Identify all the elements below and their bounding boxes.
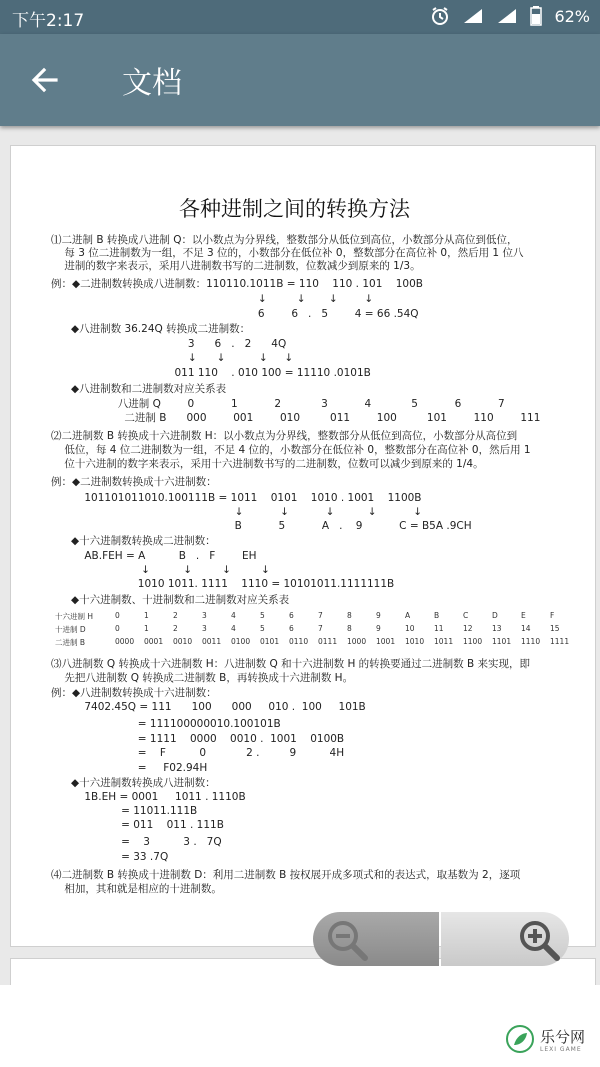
document-line: ⑵二进制数 B 转换成十六进制数 H：以小数点为分界线，整数部分从低位到高位，小数部分从高位到 [51, 430, 518, 442]
zoom-out-icon [323, 916, 373, 966]
table-cell: 1000 [347, 637, 367, 646]
document-line: ↓ ↓ ↓ ↓ [51, 564, 270, 576]
document-line: 先把八进制数 Q 转换成二进制数 B，再转换成十六进制数 H。 [51, 672, 354, 684]
document-line: 进制的数字来表示，采用八进制数书写的二进制数，位数减少到原来的 1/3。 [51, 260, 421, 272]
table-cell: 9 [376, 624, 381, 633]
document-line: = 011 011 . 111B [51, 819, 224, 831]
table-cell: 15 [550, 624, 560, 633]
leaf-logo-icon [505, 1024, 535, 1054]
signal-icon [496, 7, 518, 25]
document-line: = 1111 0000 0010 . 1001 0100B [51, 733, 345, 745]
document-line: 3 6 . 2 4Q [51, 338, 287, 350]
back-button[interactable] [26, 62, 66, 98]
table-cell: 7 [318, 624, 323, 633]
table-row-label: 十六进制 H [55, 612, 94, 621]
document-line: ↓ ↓ ↓ ↓ ↓ [51, 506, 423, 518]
table-cell: 13 [492, 624, 502, 633]
watermark-sub: LEXI GAME [540, 1046, 582, 1053]
document-line: 相加，其和就是相应的十进制数。 [51, 883, 222, 895]
table-cell: 10 [405, 624, 415, 633]
document-line: 例：◆八进制数转换成十六进制数： [51, 687, 217, 699]
table-cell: 0 [115, 624, 120, 633]
document-line: AB.FEH = A B . F EH [51, 550, 257, 562]
document-line: ⑴二进制 B 转换成八进制 Q：以小数点为分界线，整数部分从低位到高位，小数部分从高位到低位， [51, 234, 518, 246]
table-cell: 0110 [289, 637, 309, 646]
zoom-controls [313, 912, 569, 966]
table-cell: 1 [144, 611, 149, 620]
document-line: 例：◆二进制数转换成十六进制数： [51, 476, 217, 488]
table-cell: 11 [434, 624, 444, 633]
table-cell: 2 [173, 611, 178, 620]
table-cell: 0100 [231, 637, 251, 646]
table-cell: 0111 [318, 637, 338, 646]
document-line: 二进制 B 000 001 010 011 100 101 110 111 [51, 412, 541, 424]
document-line: ◆十六进制数转换成二进制数： [51, 535, 216, 547]
table-cell: 0101 [260, 637, 280, 646]
document-line: = 33 .7Q [51, 851, 169, 863]
document-line: ↓ ↓ ↓ ↓ [51, 293, 374, 305]
table-cell: 1001 [376, 637, 396, 646]
table-cell: 0000 [115, 637, 135, 646]
table-cell: 3 [202, 624, 207, 633]
table-cell: 6 [289, 624, 294, 633]
document-line: = 111100000010.100101B [51, 718, 281, 730]
app-bar [0, 34, 600, 126]
table-cell: 1 [144, 624, 149, 633]
document-line: 6 6 . 5 4 = 66 .54Q [51, 308, 419, 320]
zoom-in-button[interactable] [441, 912, 569, 966]
document-line: 7402.45Q = 111 100 000 010 . 100 101B [51, 701, 366, 713]
zoom-out-button[interactable] [313, 912, 439, 966]
table-cell: 12 [463, 624, 473, 633]
table-cell: 2 [173, 624, 178, 633]
document-line: ↓ ↓ ↓ ↓ [51, 352, 294, 364]
document-line: = 11011.111B [51, 805, 198, 817]
table-cell: 1110 [521, 637, 541, 646]
table-cell: 4 [231, 624, 236, 633]
table-row-label: 十进制 D [55, 625, 86, 634]
document-line: 低位，每 4 位二进制数为一组，不足 4 位的，小数部分在低位补 0，整数部分在高位补 0，然后用 1 [51, 444, 531, 456]
table-cell: 8 [347, 624, 352, 633]
table-cell: 14 [521, 624, 531, 633]
document-line: B 5 A . 9 C = B5A .9CH [51, 520, 472, 532]
document-line: ◆八进制数 36.24Q 转换成二进制数： [51, 323, 251, 335]
battery-icon [530, 6, 542, 26]
table-cell: D [492, 611, 498, 620]
table-cell: 0001 [144, 637, 164, 646]
document-line: = F02.94H [51, 762, 208, 774]
hex-dec-bin-table [55, 611, 585, 651]
table-cell: 0011 [202, 637, 222, 646]
document-line: ◆十六进制数转换成八进制数： [51, 777, 216, 789]
document-line: 101101011010.100111B = 1011 0101 1010 . 1001 1100B [51, 492, 422, 504]
table-cell: 4 [231, 611, 236, 620]
table-cell: 3 [202, 611, 207, 620]
arrow-left-icon [26, 62, 66, 98]
document-line: 1B.EH = 0001 1011 . 1110B [51, 791, 246, 803]
table-row-label: 二进制 B [55, 638, 86, 647]
table-cell: 1101 [492, 637, 512, 646]
document-heading: 各种进制之间的转换方法 [179, 197, 410, 221]
table-cell: 1111 [550, 637, 570, 646]
document-line: ⑶八进制数 Q 转换成十六进制数 H：八进制数 Q 和十六进制数 H 的转换要通过二进制数 B 来实现，即 [51, 658, 531, 670]
page-title: 文档 [122, 66, 182, 101]
alarm-icon [430, 6, 450, 26]
document-line: ⑷二进制数 B 转换成十进制数 D：利用二进制数 B 按权展开成多项式和的表达式，取基数为 2，逐项 [51, 869, 521, 881]
table-cell: 5 [260, 611, 265, 620]
document-line: ◆十六进制数、十进制数和二进制数对应关系表 [51, 594, 290, 606]
table-cell: 0 [115, 611, 120, 620]
document-line: 每 3 位二进制数为一组，不足 3 位的，小数部分在低位补 0，整数部分在高位补 0，然后用 1 位八 [51, 247, 524, 259]
table-cell: F [550, 611, 555, 620]
status-time: 下午2:17 [12, 11, 85, 31]
table-cell: 1010 [405, 637, 425, 646]
table-cell: C [463, 611, 469, 620]
document-line: ◆八进制数和二进制数对应关系表 [51, 383, 227, 395]
table-cell: 9 [376, 611, 381, 620]
table-cell: 7 [318, 611, 323, 620]
table-cell: E [521, 611, 526, 620]
document-line: 1010 1011. 1111 1110 = 10101011.1111111B [51, 578, 395, 590]
table-cell: 1011 [434, 637, 454, 646]
watermark-name: 乐兮网 [540, 1028, 586, 1046]
document-line: = 3 3 . 7Q [51, 836, 222, 848]
battery-percent: 62% [554, 6, 590, 26]
table-cell: A [405, 611, 411, 620]
document-page [10, 145, 596, 947]
document-line: = F 0 2 . 9 4H [51, 747, 345, 759]
document-line: 八进制 Q 0 1 2 3 4 5 6 7 [51, 398, 505, 410]
table-cell: 6 [289, 611, 294, 620]
table-cell: 8 [347, 611, 352, 620]
signal-icon [462, 7, 484, 25]
status-bar [0, 0, 600, 34]
table-cell: 1100 [463, 637, 483, 646]
table-cell: B [434, 611, 440, 620]
document-line: 011 110 . 010 100 = 11110 .0101B [51, 367, 371, 379]
document-line: 位十六进制的数字来表示，采用十六进制数书写的二进制数，位数可以减少到原来的 1/4。 [51, 458, 484, 470]
zoom-in-icon [513, 916, 563, 966]
document-line: 例：◆二进制数转换成八进制数：110110.1011B = 110 110 . 101 100B [51, 278, 423, 290]
table-cell: 0010 [173, 637, 193, 646]
table-cell: 5 [260, 624, 265, 633]
